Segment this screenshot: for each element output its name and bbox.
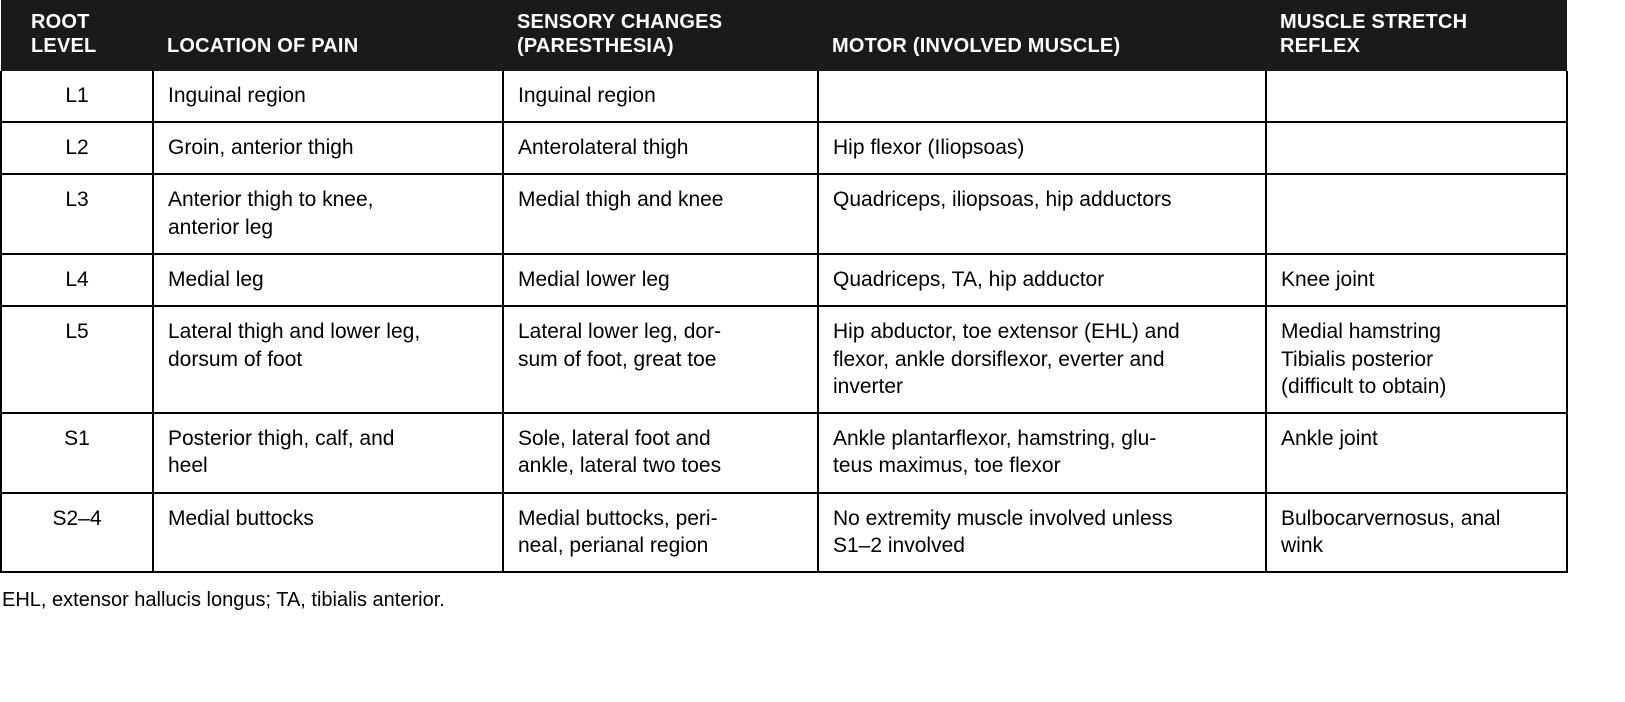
cell-location-of-pain xyxy=(153,493,503,573)
cell-motor xyxy=(818,71,1266,122)
table-body xyxy=(1,71,1567,573)
cell-muscle-stretch-reflex xyxy=(1266,71,1567,122)
cell-location-of-pain xyxy=(153,71,503,122)
cell-location-of-pain xyxy=(153,306,503,413)
cell-line: ankle, lateral two toes xyxy=(518,454,722,478)
cell-sensory-changes xyxy=(503,493,818,573)
table-row xyxy=(1,413,1567,493)
column-header-root-level-line-1: ROOT xyxy=(31,11,90,33)
column-header-muscle-stretch-reflex xyxy=(1266,0,1567,71)
cell-root-level: L3 xyxy=(1,174,153,254)
cell-root-level: L2 xyxy=(1,122,153,174)
column-header-motor xyxy=(818,0,1266,71)
cell-line: (difficult to obtain) xyxy=(1281,374,1447,398)
cell-line: Anterolateral thigh xyxy=(518,136,689,160)
table-row xyxy=(1,122,1567,174)
cell-line: Medial buttocks xyxy=(168,506,314,530)
cell-location-of-pain xyxy=(153,413,503,493)
cell-line: Quadriceps, TA, hip adductor xyxy=(833,267,1105,291)
cell-line: Hip abductor, toe extensor (EHL) and xyxy=(833,320,1180,344)
cell-line: dorsum of foot xyxy=(168,347,303,371)
table-row xyxy=(1,306,1567,413)
column-header-root-level xyxy=(1,0,153,71)
cell-line: sum of foot, great toe xyxy=(518,347,717,371)
cell-line: Groin, anterior thigh xyxy=(168,136,354,160)
cell-sensory-changes xyxy=(503,122,818,174)
cell-muscle-stretch-reflex xyxy=(1266,306,1567,413)
column-header-sensory-changes-line-2: (PARESTHESIA) xyxy=(517,35,674,58)
cell-line: Medial leg xyxy=(168,267,264,291)
column-header-location-of-pain-line-1: LOCATION OF PAIN xyxy=(167,35,359,58)
cell-location-of-pain xyxy=(153,122,503,174)
cell-motor xyxy=(818,413,1266,493)
cell-location-of-pain xyxy=(153,174,503,254)
cell-root-level: L1 xyxy=(1,71,153,122)
column-header-motor-line-1: MOTOR (INVOLVED MUSCLE) xyxy=(832,35,1121,58)
table-footnote: EHL, extensor hallucis longus; TA, tibialis anterior. xyxy=(2,589,445,612)
cell-motor xyxy=(818,254,1266,306)
table-row xyxy=(1,493,1567,573)
table-header-row xyxy=(1,0,1567,71)
cell-muscle-stretch-reflex xyxy=(1266,174,1567,254)
cell-line: Lateral thigh and lower leg, xyxy=(168,320,421,344)
cell-motor xyxy=(818,122,1266,174)
column-header-location-of-pain xyxy=(153,0,503,71)
cell-line: Inguinal region xyxy=(518,83,656,107)
cell-line: wink xyxy=(1281,534,1324,558)
cell-root-level: L5 xyxy=(1,306,153,413)
cell-motor xyxy=(818,306,1266,413)
cell-location-of-pain xyxy=(153,254,503,306)
cell-muscle-stretch-reflex xyxy=(1266,413,1567,493)
cell-line: Sole, lateral foot and xyxy=(518,427,711,451)
cell-line: Inguinal region xyxy=(168,83,306,107)
cell-line: Medial hamstring xyxy=(1281,320,1441,344)
cell-line: Bulbocarvernosus, anal xyxy=(1281,506,1501,530)
column-header-muscle-stretch-reflex-line-2: REFLEX xyxy=(1280,35,1361,58)
cell-line: neal, perianal region xyxy=(518,534,709,558)
cell-line: Medial buttocks, peri- xyxy=(518,506,718,530)
column-header-muscle-stretch-reflex-line-1: MUSCLE STRETCH xyxy=(1280,11,1468,33)
cell-line: Tibialis posterior xyxy=(1281,347,1434,371)
cell-root-level: S2–4 xyxy=(1,493,153,573)
cell-muscle-stretch-reflex xyxy=(1266,254,1567,306)
cell-line: Anterior thigh to knee, xyxy=(168,188,374,212)
column-header-sensory-changes xyxy=(503,0,818,71)
cell-line: Quadriceps, iliopsoas, hip adductors xyxy=(833,188,1172,212)
cell-muscle-stretch-reflex xyxy=(1266,122,1567,174)
cell-line: anterior leg xyxy=(168,215,274,239)
column-header-root-level-line-2: LEVEL xyxy=(31,35,97,58)
table-row xyxy=(1,71,1567,122)
cell-line: Posterior thigh, calf, and xyxy=(168,427,395,451)
cell-muscle-stretch-reflex xyxy=(1266,493,1567,573)
cell-line: Medial thigh and knee xyxy=(518,188,724,212)
cell-line: No extremity muscle involved unless xyxy=(833,506,1173,530)
cell-line: Ankle plantarflexor, hamstring, glu- xyxy=(833,427,1157,451)
cell-line: flexor, ankle dorsiflexor, everter and xyxy=(833,347,1165,371)
table-row xyxy=(1,174,1567,254)
cell-line: Lateral lower leg, dor- xyxy=(518,320,722,344)
cell-root-level: S1 xyxy=(1,413,153,493)
cell-root-level: L4 xyxy=(1,254,153,306)
cell-motor xyxy=(818,174,1266,254)
cell-sensory-changes xyxy=(503,306,818,413)
cell-sensory-changes xyxy=(503,254,818,306)
cell-line: Hip flexor (Iliopsoas) xyxy=(833,136,1025,160)
cell-motor xyxy=(818,493,1266,573)
table-header xyxy=(1,0,1567,71)
column-header-sensory-changes-line-1: SENSORY CHANGES xyxy=(517,11,723,33)
cell-line: S1–2 involved xyxy=(833,534,965,558)
cell-sensory-changes xyxy=(503,413,818,493)
table-row xyxy=(1,254,1567,306)
cell-line: Knee joint xyxy=(1281,267,1375,291)
cell-line: Medial lower leg xyxy=(518,267,670,291)
cell-line: inverter xyxy=(833,374,904,398)
cell-sensory-changes xyxy=(503,174,818,254)
cell-line: Ankle joint xyxy=(1281,427,1378,451)
cell-sensory-changes xyxy=(503,71,818,122)
cell-line: heel xyxy=(168,454,208,478)
cell-line: teus maximus, toe flexor xyxy=(833,454,1061,478)
